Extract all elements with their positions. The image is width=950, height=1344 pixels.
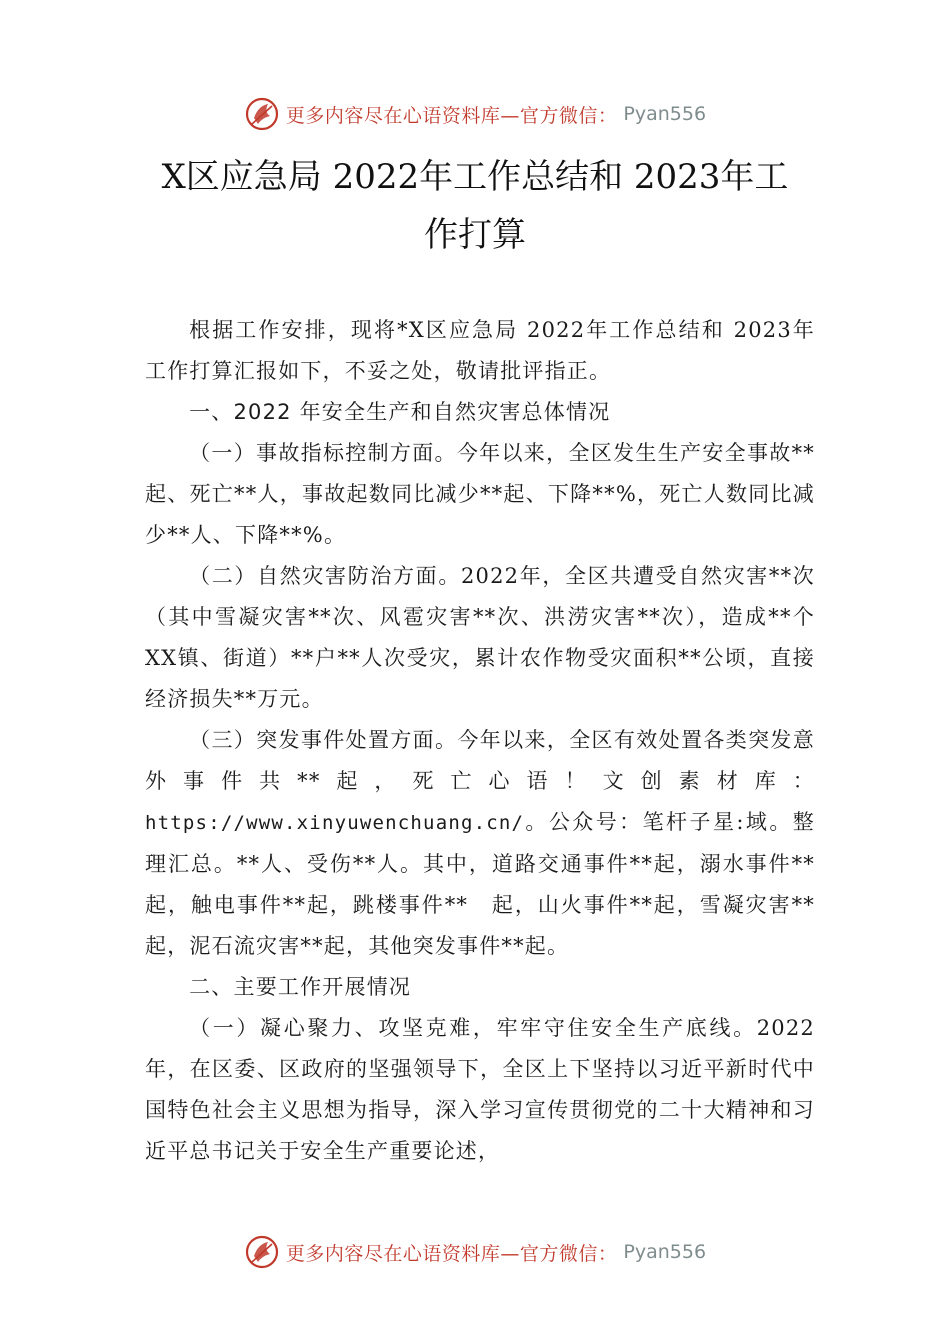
paragraph-3-text-start: （三）突发事件处置方面。今年以来，全区有效处置各类突发意外事件共**起，死亡心语！文创素材库：: [145, 728, 815, 793]
section-1-heading: 一、2022 年安全生产和自然灾害总体情况: [189, 400, 611, 424]
section-1-paragraph-1: （一）事故指标控制方面。今年以来，全区发生生产安全事故**起、死亡**人，事故起数同比减少**起、下降**%，死亡人数同比减少**人、下降**%。: [145, 441, 815, 547]
brand-logo-icon: [244, 96, 280, 132]
footer-banner: [0, 1232, 950, 1272]
header-banner: [0, 94, 950, 134]
banner-wechat-id: Pyan556: [623, 103, 707, 125]
paragraph-3-text-end: 。公众号：笔杆子星:域。整理汇总。**人、受伤**人。其中，道路交通事件**起，溺水事件**起，触电事件**起，跳楼事件** 起，山火事件**起，雪凝灾害**起，泥石流灾害**起，其他突发事件**起。: [145, 810, 815, 958]
footer-banner-text: 更多内容尽在心语资料库—官方微信：: [285, 1242, 618, 1265]
document-title: [120, 148, 830, 264]
source-url-link[interactable]: https://www.xinyuwenchuang.cn/: [145, 812, 525, 834]
section-1-paragraph-3: [145, 720, 815, 967]
intro-paragraph: 根据工作安排，现将*X区应急局 2022年工作总结和 2023年工作打算汇报如下，不妥之处，敬请批评指正。: [145, 318, 815, 383]
section-2-heading: 二、主要工作开展情况: [189, 975, 412, 999]
section-2-paragraph-1: （一）凝心聚力、攻坚克难，牢牢守住安全生产底线。2022年，在区委、区政府的坚强领导下，全区上下坚持以习近平新时代中国特色社会主义思想为指导，深入学习宣传贯彻党的二十大精神和习近平总书记关于安全生产重要论述，: [145, 1016, 815, 1163]
title-line-2: 作打算: [424, 215, 526, 255]
banner-text: 更多内容尽在心语资料库—官方微信：: [285, 104, 618, 127]
brand-logo-icon: [244, 1234, 280, 1270]
footer-banner-wechat-id: Pyan556: [623, 1241, 707, 1263]
title-line-1: X区应急局 2022年工作总结和 2023年工: [161, 157, 789, 197]
document-body: [145, 310, 815, 1172]
section-1-paragraph-2: （二）自然灾害防治方面。2022年，全区共遭受自然灾害**次（其中雪凝灾害**次、风雹灾害**次、洪涝灾害**次），造成**个XX镇、街道）**户**人次受灾，累计农作物受灾面积**公顷，直接经济损失**万元。: [145, 564, 815, 711]
